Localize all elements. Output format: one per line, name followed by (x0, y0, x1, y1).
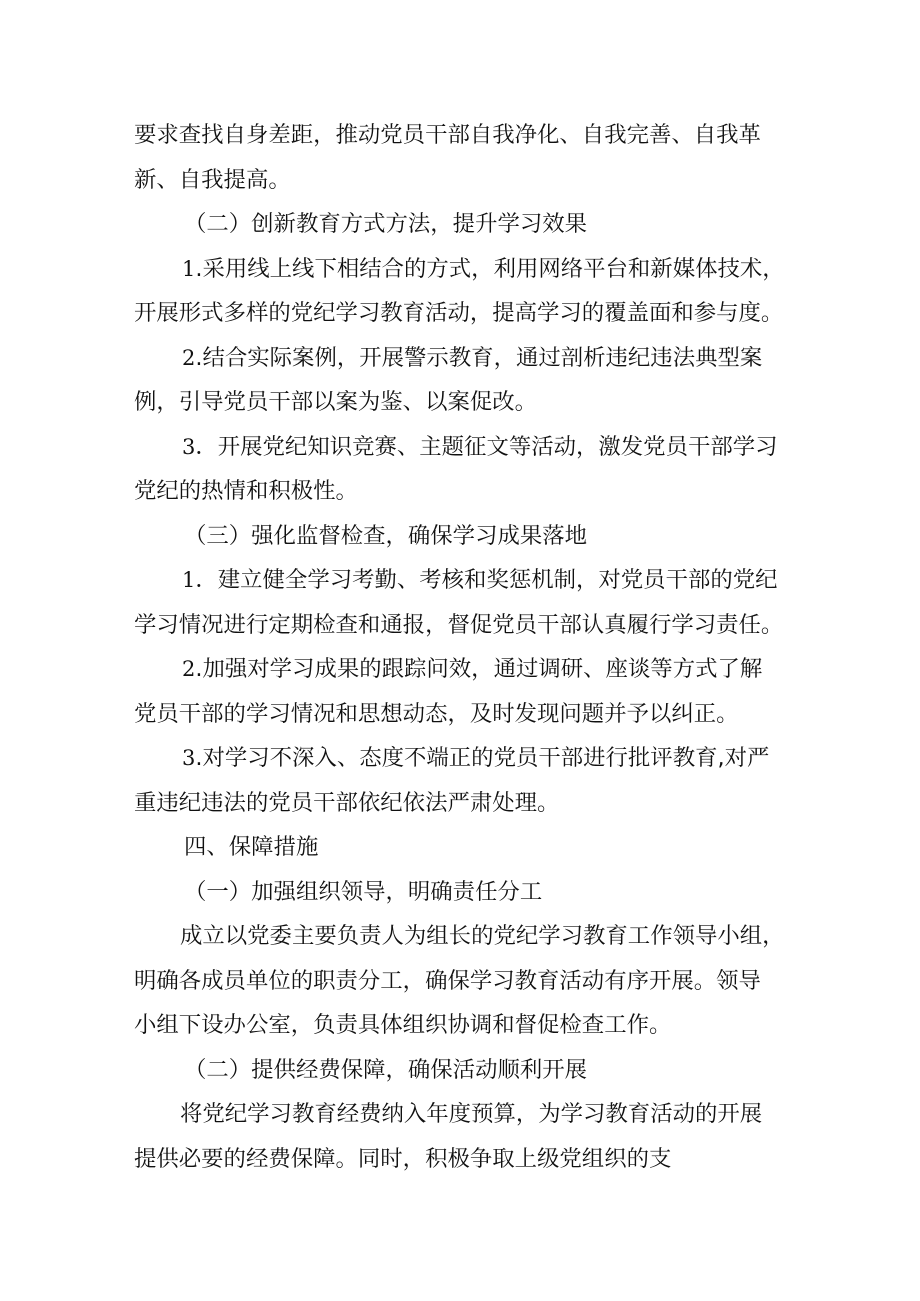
list-item-line (182, 565, 778, 595)
paragraph-line: 开展形式多样的党纪学习教育活动，提高学习的覆盖面和参与度。 (134, 300, 784, 326)
paragraph-line: 明确各成员单位的职责分工，确保学习教育活动有序开展。领导 (134, 968, 761, 994)
section-heading: （二）提供经费保障，确保活动顺利开展 (184, 1057, 588, 1083)
list-item-text: .采用线上线下相结合的方式，利用网络平台和新媒体技术， (195, 256, 785, 282)
list-item-line (182, 254, 785, 284)
list-item-number: 3 (182, 746, 196, 770)
paragraph-line: 重违纪违法的党员干部依纪依法严肃处理。 (134, 790, 560, 816)
paragraph-line: 将党纪学习教育经费纳入年度预算，为学习教育活动的开展 (180, 1101, 763, 1127)
paragraph-line: 例，引导党员干部以案为鉴、以案促改。 (134, 389, 538, 415)
paragraph-line: 要求查找自身差距，推动党员干部自我净化、自我完善、自我革 (134, 122, 761, 148)
section-heading: （三）强化监督检查，确保学习成果落地 (184, 523, 588, 549)
list-item-line (182, 343, 762, 373)
paragraph-line: 学习情况进行定期检查和通报，督促党员干部认真履行学习责任。 (134, 612, 784, 638)
list-item-number: 2 (182, 657, 196, 681)
list-item-text: .对学习不深入、态度不端正的党员干部进行批评教育,对严 (195, 745, 770, 771)
list-item-line (182, 654, 762, 684)
list-item-number: 1 (182, 257, 196, 281)
list-item-text: ．建立健全学习考勤、考核和奖惩机制，对党员干部的党纪 (195, 567, 778, 593)
paragraph-line: 党员干部的学习情况和思想动态，及时发现问题并予以纠正。 (134, 701, 739, 727)
list-item-number: 3 (182, 435, 196, 459)
list-item-text: .结合实际案例，开展警示教育，通过剖析违纪违法典型案 (195, 345, 763, 371)
list-item-text: ．开展党纪知识竞赛、主题征文等活动，激发党员干部学习 (195, 434, 778, 460)
paragraph-line: 提供必要的经费保障。同时，积极争取上级党组织的支 (134, 1146, 672, 1172)
list-item-line (182, 743, 769, 773)
chapter-heading: 四、保障措施 (184, 834, 319, 860)
list-item-number: 2 (182, 346, 196, 370)
paragraph-line: 新、自我提高。 (134, 167, 291, 193)
paragraph-line: 小组下设办公室，负责具体组织协调和督促检查工作。 (134, 1012, 672, 1038)
paragraph-line: 成立以党委主要负责人为组长的党纪学习教育工作领导小组， (180, 923, 785, 949)
list-item-number: 1 (182, 568, 196, 592)
paragraph-line: 党纪的热情和积极性。 (134, 478, 358, 504)
list-item-text: .加强对学习成果的跟踪问效，通过调研、座谈等方式了解 (195, 656, 763, 682)
section-heading: （一）加强组织领导，明确责任分工 (184, 879, 543, 905)
list-item-line (182, 432, 778, 462)
section-heading: （二）创新教育方式方法，提升学习效果 (184, 211, 588, 237)
